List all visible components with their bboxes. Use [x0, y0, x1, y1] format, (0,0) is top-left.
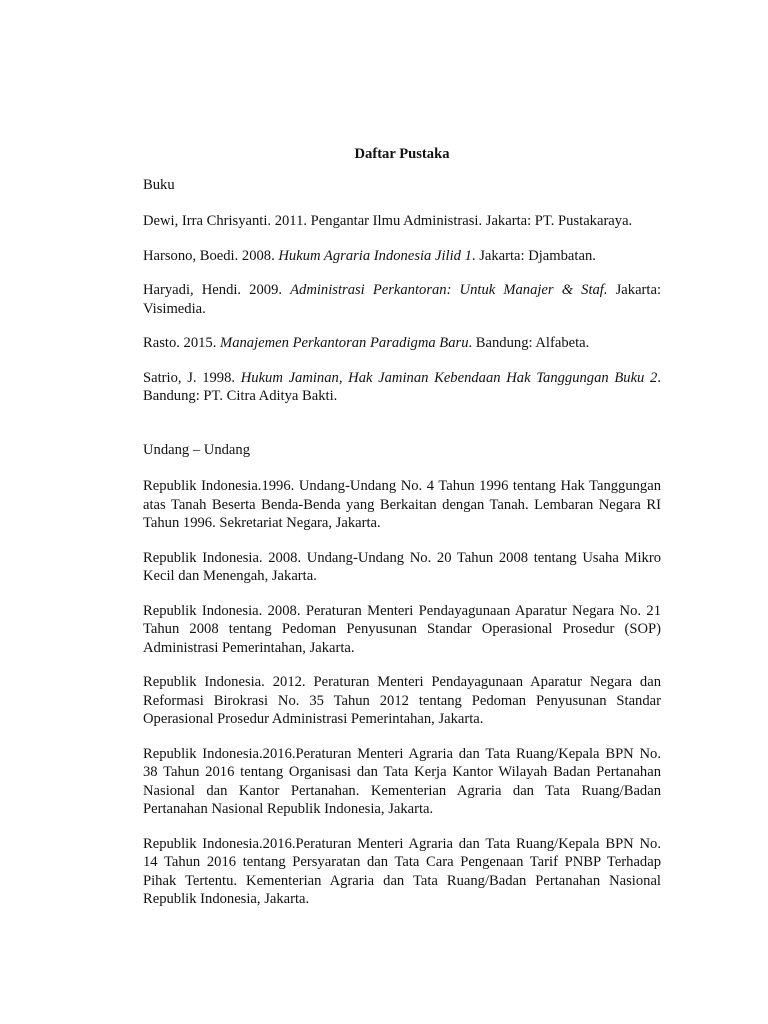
law-entry-1: Republik Indonesia.1996. Undang-Undang No. 4 Tahun 1996 tentang Hak Tanggungan atas Tanah Beserta Benda-Benda yang Berkaitan dengan Tanah. Lembaran Negara RI Tahun 1996. Sekretariat Negara, Jakarta. — [143, 478, 661, 531]
law-entry-3: Republik Indonesia. 2008. Peraturan Menteri Pendayagunaan Aparatur Negara No. 21 Tahun 2008 tentang Pedoman Penyusunan Standar Operasional Prosedur (SOP) Administrasi Pemerintahan, Jakarta. — [143, 602, 661, 656]
document-page — [143, 145, 661, 925]
book-entry-3 — [143, 281, 661, 318]
laws-heading: Undang – Undang — [143, 441, 251, 458]
book-entry-prefix: Harsono, Boedi. 2008. — [143, 247, 279, 264]
book-entry-1 — [143, 212, 661, 231]
book-entry-suffix: Pengantar Ilmu Administrasi. Jakarta: PT. Pustakaraya. — [310, 213, 633, 229]
section-gap — [143, 422, 661, 441]
book-entry-suffix: . Jakarta: Djambatan. — [471, 247, 596, 264]
book-entry-title: Administrasi Perkantoran: Untuk Manajer & Staf. — [290, 282, 608, 298]
book-entry-4 — [143, 334, 661, 353]
books-heading: Buku — [143, 176, 175, 193]
law-entry-5: Republik Indonesia.2016.Peraturan Menteri Agraria dan Tata Ruang/Kepala BPN No. 38 Tahun 2016 tentang Organisasi dan Tata Kerja Kantor Wilayah Badan Pertanahan Nasional dan Kantor Pertanahan. Kementerian Agraria dan Tata Ruang/Badan Pertanahan Nasional Republik Indonesia, Jakarta. — [143, 745, 661, 817]
book-entry-suffix: . Bandung: Alfabeta. — [468, 335, 590, 351]
page-title: Daftar Pustaka — [354, 146, 450, 162]
book-entry-title: Manajemen Perkantoran Paradigma Baru — [220, 335, 469, 351]
law-entry-4: Republik Indonesia. 2012. Peraturan Menteri Pendayagunaan Aparatur Negara dan Reformasi Birokrasi No. 35 Tahun 2012 tentang Pedoman Penyusunan Standar Operasional Prosedur Administrasi Pemerintahan, Jakarta. — [143, 674, 661, 727]
book-entry-5 — [143, 369, 661, 406]
book-entry-title: Hukum Agraria Indonesia Jilid 1 — [278, 247, 472, 264]
book-entry-prefix: Haryadi, Hendi. 2009. — [143, 282, 291, 298]
law-entry-2: Republik Indonesia. 2008. Undang-Undang No. 20 Tahun 2008 tentang Usaha Mikro Kecil dan Menengah, Jakarta. — [143, 549, 661, 584]
book-entry-prefix: Dewi, Irra Chrisyanti. 2011. — [143, 213, 311, 229]
book-entry-prefix: Rasto. 2015. — [143, 335, 221, 351]
book-entry-2 — [143, 247, 661, 266]
book-entry-suffix: . Bandung: PT. Citra Aditya Bakti. — [143, 369, 661, 404]
book-entry-prefix: Satrio, J. 1998. — [143, 369, 241, 386]
book-entry-suffix: Jakarta: Visimedia. — [143, 282, 661, 317]
law-entry-6: Republik Indonesia.2016.Peraturan Menteri Agraria dan Tata Ruang/Kepala BPN No. 14 Tahun 2016 tentang Persyaratan dan Tata Cara Pengenaan Tarif PNBP Terhadap Pihak Tertentu. Kementerian Agraria dan Tata Ruang/Badan Pertanahan Nasional Republik Indonesia, Jakarta. — [143, 835, 661, 907]
book-entry-title: Hukum Jaminan, Hak Jaminan Kebendaan Hak Tanggungan Buku 2 — [240, 369, 658, 386]
